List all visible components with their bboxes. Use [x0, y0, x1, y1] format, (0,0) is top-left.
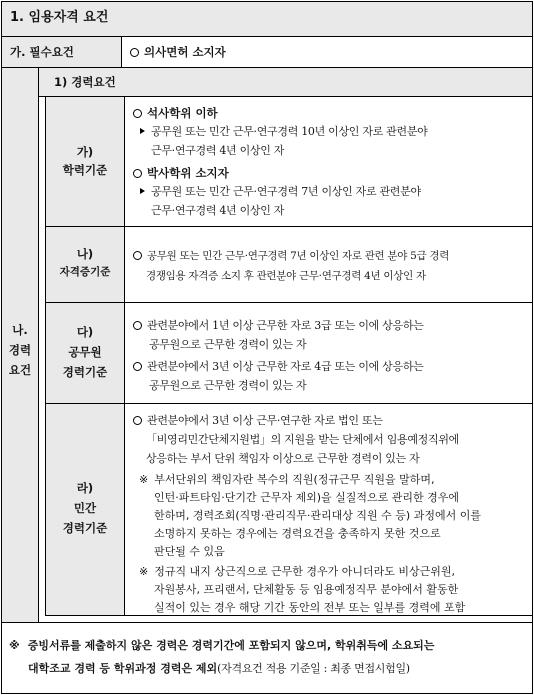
- row-b-label-line: 나): [76, 247, 94, 261]
- note-mark: ※: [139, 473, 149, 486]
- circle-bullet-icon: [133, 109, 142, 118]
- row-c-item2-line1-text: 관련분야에서 3년 이상 근무한 자로 4급 또는 이에 상응하는: [147, 360, 424, 373]
- footer-line1: [9, 637, 434, 655]
- required-value-text: 의사면허 소지자: [144, 45, 226, 59]
- row-a-label-line: 학력기준: [62, 163, 108, 177]
- row-c-label-line: 공무원: [68, 345, 102, 359]
- row-b-label: [45, 245, 125, 281]
- row-c-item2-line1: [133, 358, 423, 376]
- row-a-item1-title: [133, 104, 218, 122]
- row-d-main-line3: 상응하는 부서 단위 책임자 이상으로 근무한 경력이 있는 자: [146, 452, 420, 465]
- footer-line2-rest: (자격요건 적용 기준일 : 최종 면접시험일): [217, 662, 410, 675]
- row-b-line1: [133, 247, 449, 265]
- row-d-main-line1-text: 관련분야에서 3년 이상 근무·연구한 자로 법인 또는: [147, 414, 383, 427]
- row-c-item2-line2: 공무원으로 근무한 경력이 있는 자: [149, 379, 307, 392]
- row-b-label-line: 자격증기준: [59, 266, 111, 278]
- triangle-bullet-icon: [140, 128, 145, 134]
- footer-line1-text: 증빙서류를 제출하지 않은 경력은 경력기간에 포함되지 않으며, 학위취득에 소요되는: [27, 639, 435, 652]
- row-d-main-line1: [133, 412, 383, 430]
- circle-bullet-icon: [133, 362, 142, 371]
- row-d-label-line: 경력기준: [62, 521, 108, 535]
- row-a-item2-title-text: 박사학위 소지자: [147, 166, 229, 180]
- circle-bullet-icon: [133, 416, 142, 425]
- row-a-label-line: 가): [76, 145, 94, 159]
- footer-mark: ※: [9, 639, 20, 652]
- row-d-label: [45, 478, 125, 538]
- side-label-line: 나.: [12, 323, 28, 337]
- row-a-item2-line2: 근무·연구경력 4년 이상인 자: [151, 204, 285, 217]
- row-d-main-line2: 「비영리민간단체지원법」의 지원을 받는 단체에서 임용예정직위에: [146, 433, 459, 446]
- circle-bullet-icon: [130, 48, 139, 57]
- side-label-line: 경력: [8, 343, 32, 357]
- circle-bullet-icon: [133, 251, 142, 260]
- circle-bullet-icon: [133, 321, 142, 330]
- experience-header: 1) 경력요건: [54, 75, 116, 89]
- row-a-item1-line1: [140, 123, 427, 141]
- footer-line2: [28, 660, 410, 678]
- footer-cell: [1, 622, 533, 694]
- row-a-item1-title-text: 석사학위 이하: [147, 106, 218, 120]
- row-d-note1-line5: 판단될 수 있음: [154, 545, 225, 558]
- row-a-item2-line1-text: 공무원 또는 민간 근무·연구경력 7년 이상인 자로 관련분야: [151, 185, 421, 198]
- row-c-item1-line1-text: 관련분야에서 1년 이상 근무한 자로 3급 또는 이에 상응하는: [147, 319, 424, 332]
- row-d-note1-line2: 인턴·파트타임·단기간 근무자 제외)을 실질적으로 관리한 경우에: [154, 491, 460, 504]
- triangle-bullet-icon: [140, 188, 145, 194]
- row-c-item1-line2: 공무원으로 근무한 경력이 있는 자: [149, 338, 307, 351]
- row-d-note2-line3: 실적이 있는 경우 해당 기간 동안의 전부 또는 일부를 경력에 포함: [154, 601, 466, 614]
- footer-line2-bold: 대학조교 경력 등 학위과정 경력은 제외: [28, 662, 218, 675]
- row-a-item1-line2: 근무·연구경력 4년 이상인 자: [151, 144, 285, 157]
- row-d-note1-line3: 한하며, 경력조회(직명·관리직무·관리대상 직원 수 등) 과정에서 이를: [154, 509, 481, 522]
- circle-bullet-icon: [133, 169, 142, 178]
- row-d-note2-line1: [139, 563, 455, 581]
- row-a-item2-line1: [140, 183, 421, 201]
- row-d-note1-line1: [139, 471, 435, 489]
- row-a-item1-line1-text: 공무원 또는 민간 근무·연구경력 10년 이상인 자로 관련분야: [151, 125, 428, 138]
- row-c-label-line: 경력기준: [62, 365, 108, 379]
- row-d-note2-line2: 자원봉사, 프리랜서, 단체활동 등 임용예정직무 분야에서 활동한: [154, 583, 459, 596]
- row-d-label-line: 라): [76, 481, 94, 495]
- row-d-note1-line4: 소명하지 못하는 경우에는 경력요건을 충족하지 못한 것으로: [154, 527, 441, 540]
- row-c-label-line: 다): [76, 325, 94, 339]
- row-b-line2: 경쟁임용 자격증 소지 후 관련분야 근무·연구경력 4년 이상인 자: [146, 270, 426, 282]
- experience-side-label: [1, 320, 39, 380]
- row-d-note2-line1-text: 정규직 내지 상근직으로 근무한 경우가 아니더라도 비상근위원,: [154, 565, 455, 578]
- row-a-item2-title: [133, 164, 229, 182]
- row-c-item1-line1: [133, 317, 423, 335]
- note-mark: ※: [139, 565, 149, 578]
- row-d-label-line: 민간: [73, 501, 97, 515]
- required-value: [130, 43, 226, 61]
- row-b-line1-text: 공무원 또는 민간 근무·연구경력 7년 이상인 자로 관련 분야 5급 경력: [147, 250, 450, 262]
- row-d-note1-line1-text: 부서단위의 책임자란 복수의 직원(정규근무 직원을 말하며,: [154, 473, 435, 486]
- row-c-label: [45, 322, 125, 382]
- row-a-label: [45, 143, 125, 179]
- required-label: 가. 필수요건: [10, 45, 74, 59]
- section-title: 1. 임용자격 요건: [10, 10, 109, 25]
- side-label-line: 요건: [8, 363, 32, 377]
